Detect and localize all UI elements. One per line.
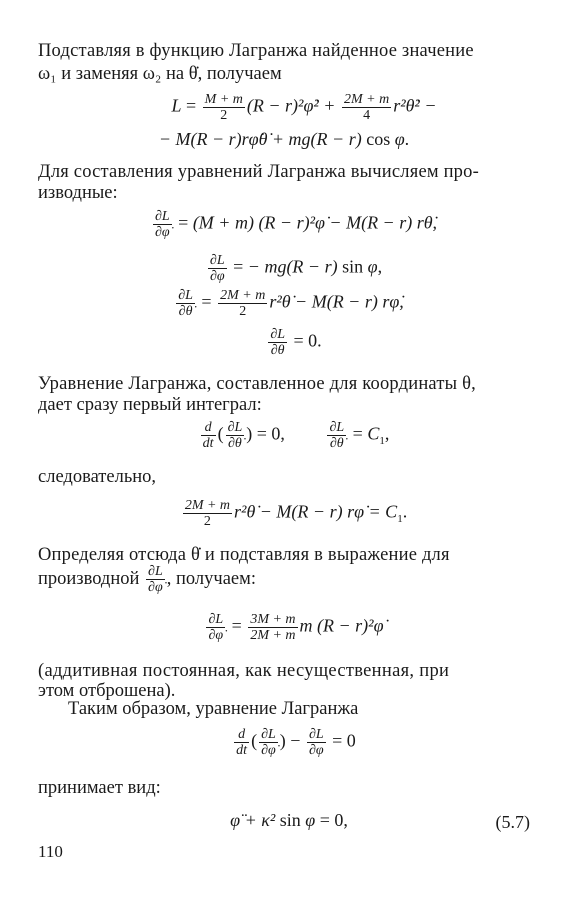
formula-pendulum-equation: φ̈ + κ² sin φ = 0, bbox=[230, 810, 348, 830]
paragraph-integral-line1: Уравнение Лагранжа, составленное для координаты θ, bbox=[38, 374, 476, 394]
equation-number: (5.7) bbox=[495, 812, 530, 832]
paragraph-substitute-text-a: производной bbox=[38, 568, 140, 589]
paragraph-constant-line1: (аддитивная постоянная, как несущественная, при bbox=[38, 661, 450, 681]
paragraph-intro-line2: ω₁ и заменяя ω₂ на θ̇, получаем bbox=[38, 64, 282, 84]
paragraph-intro-line1: Подставляя в функцию Лагранжа найденное значение bbox=[38, 41, 474, 61]
formula-lagrange-equation: $\frac{d}{dt}$ ( $\frac{\partial L}{\partial\varphi̇}$ ) − $\frac{\partial L}{\partial\varphi}$ = 0 bbox=[236, 727, 356, 758]
formula-integral-c1: $\frac{2M + m}{2}$ r²θ̇ − M(R − r) rφ̇ = $C_1$. bbox=[184, 498, 408, 529]
formula-lagrangian-line2: − M(R − r)rφ̇θ̇ + mg(R − r) cos φ. bbox=[158, 129, 410, 149]
paragraph-substitute-line2: производной $\frac{\partial L}{\partial\varphi̇}$ , получаем: bbox=[38, 564, 256, 595]
page-number: 110 bbox=[38, 842, 63, 861]
formula-dL-dphi: $\frac{\partial L}{\partial\varphi}$ = − mg(R − r) sin φ, bbox=[209, 253, 383, 284]
paragraph-constant-line2: этом отброшена). bbox=[38, 681, 176, 701]
formula-dL-dthetadot: $\frac{\partial L}{\partial\thetȧ}$ = $\frac{2M + m}{2}$ r²θ̇ − M(R − r) rφ̇, bbox=[178, 288, 404, 319]
paragraph-therefore: следовательно, bbox=[38, 467, 157, 487]
paragraph-integral-line2: дает сразу первый интеграл: bbox=[38, 395, 262, 415]
formula-dL-dphidot-result: $\frac{\partial L}{\partial\varphi̇}$ = $\frac{3M + m}{2M + m}$ m (R − r)²φ̇ bbox=[208, 612, 384, 643]
formula-dL-dphidot: $\frac{\partial L}{\partial\varphi̇}$ = (M + m) (R − r)²φ̇ − M(R − r) rθ̇, bbox=[154, 209, 438, 240]
paragraph-derivatives-line1: Для составления уравнений Лагранжа вычисляем про- bbox=[38, 162, 479, 182]
paragraph-thus: Таким образом, уравнение Лагранжа bbox=[68, 699, 359, 719]
paragraph-substitute-line1: Определяя отсюда θ̇ и подставляя в выражение для bbox=[38, 545, 450, 565]
paragraph-derivatives-line2: изводные: bbox=[38, 183, 118, 203]
paragraph-takes-form: принимает вид: bbox=[38, 778, 161, 798]
formula-dL-dtheta: $\frac{\partial L}{\partial\theta}$ = 0. bbox=[270, 327, 322, 358]
paragraph-substitute-text-b: , получаем: bbox=[166, 568, 256, 589]
formula-lagrangian-line1: L = $\frac{M + m}{2}$ (R − r)²φ̇² + $\frac{2M + m}{4}$ r²θ̇² − bbox=[171, 92, 437, 123]
formula-first-integral: $\frac{d}{dt}$ ( $\frac{\partial L}{\partial\thetȧ}$ ) = 0, $\frac{\partial L}{\partial\thetȧ}$ = $C_1$, bbox=[202, 420, 390, 451]
